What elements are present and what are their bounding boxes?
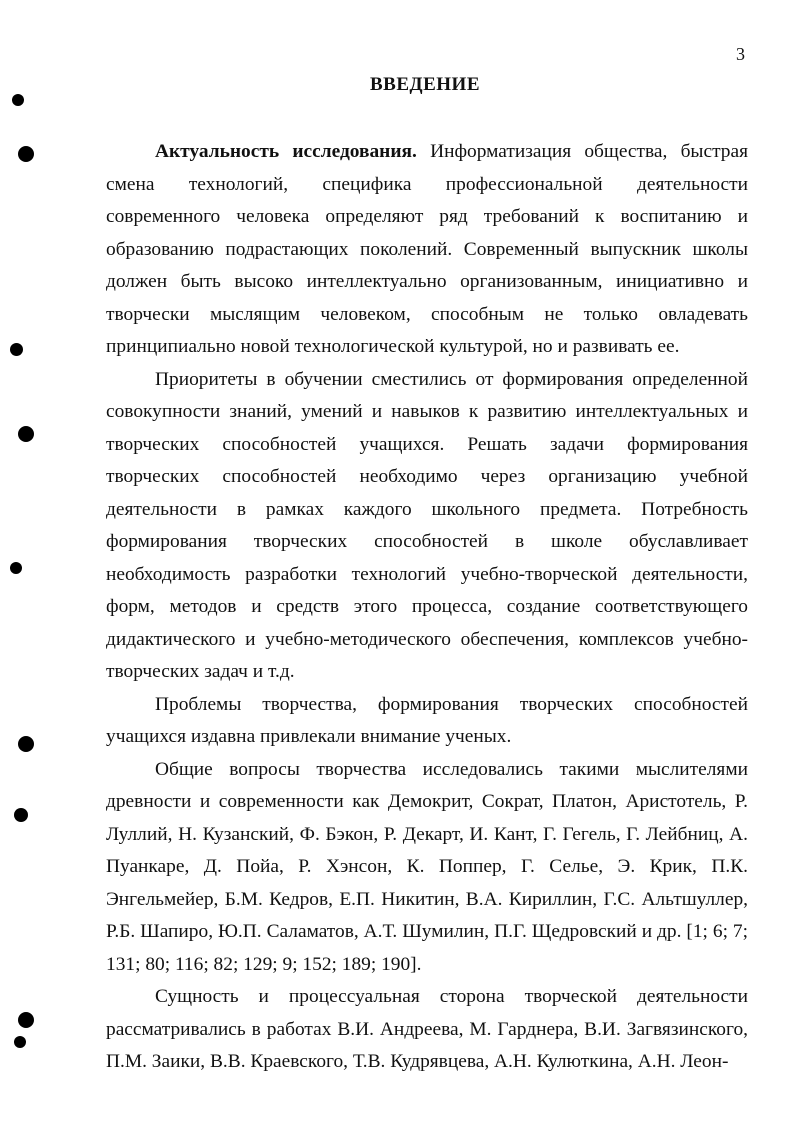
binder-hole-7	[14, 808, 28, 822]
binder-hole-2	[18, 146, 34, 162]
binder-hole-5	[10, 562, 22, 574]
paragraph-relevance	[106, 136, 748, 364]
paragraph-text: Информатизация общества, быстрая смена технологий, специфика профессиональной деятельности современного человека определяют ряд требований к воспитанию и образованию подрастающих поколений. Современный выпускник школы должен быть высоко интеллектуально организованным, инициативно и творчески мыслящим человеком, способным не только овладевать принципиально новой технологической культурой, но и развивать ее.	[106, 141, 748, 357]
paragraph-problems	[106, 689, 748, 754]
binder-hole-4	[18, 426, 34, 442]
page-number: 3	[736, 44, 745, 64]
paragraph-text: Общие вопросы творчества исследовались такими мыслителями древности и современности как Демокрит, Сократ, Платон, Аристотель, Р. Луллий, Н. Кузанский, Ф. Бэкон, Р. Декарт, И. Кант, Г. Гегель, Г. Лейбниц, А. Пуанкаре, Д. Пойа, Р. Хэнсон, К. Поппер, Г. Селье, Э. Крик, П.К. Энгельмейер, Б.М. Кедров, Е.П. Никитин, В.А. Кириллин, Г.С. Альтшуллер, Р.Б. Шапиро, Ю.П. Саламатов, А.Т. Шумилин, П.Г. Щедровский и др. [1; 6; 7; 131; 80; 116; 82; 129; 9; 152; 189; 190].	[106, 758, 748, 975]
document-body	[106, 136, 748, 1079]
paragraph-lead: Актуальность исследования.	[155, 141, 417, 162]
paragraph-text: Проблемы творчества, формирования творческих способностей учащихся издавна привлекали внимание ученых.	[106, 693, 748, 747]
binder-hole-8	[18, 1012, 34, 1028]
paragraph-priorities	[106, 364, 748, 689]
binder-hole-3	[10, 343, 23, 356]
page-title: ВВЕДЕНИЕ	[370, 74, 480, 95]
binder-hole-9	[14, 1036, 26, 1048]
binder-hole-6	[18, 736, 34, 752]
paragraph-text: Приоритеты в обучении сместились от формирования определенной совокупности знаний, умений и навыков к развитию интеллектуальных и творческих способностей учащихся. Решать задачи формирования творческих способностей необходимо через организацию учебной деятельности в рамках каждого школьного предмета. Потребность формирования творческих способностей в школе обуславливает необходимость разработки технологий учебно-творческой деятельности, форм, методов и средств этого процесса, создание соответствующего дидактического и учебно-методического обеспечения, комплексов учебно-творческих задач и т.д.	[106, 368, 748, 682]
paragraph-general-questions	[106, 754, 748, 982]
paragraph-text: Сущность и процессуальная сторона творческой деятельности рассматривались в работах В.И. Андреева, М. Гарднера, В.И. Загвязинского, П.М. Заики, В.В. Краевского, Т.В. Кудрявцева, А.Н. Кулюткина, А.Н. Леон-	[106, 986, 748, 1072]
paragraph-essence	[106, 981, 748, 1079]
